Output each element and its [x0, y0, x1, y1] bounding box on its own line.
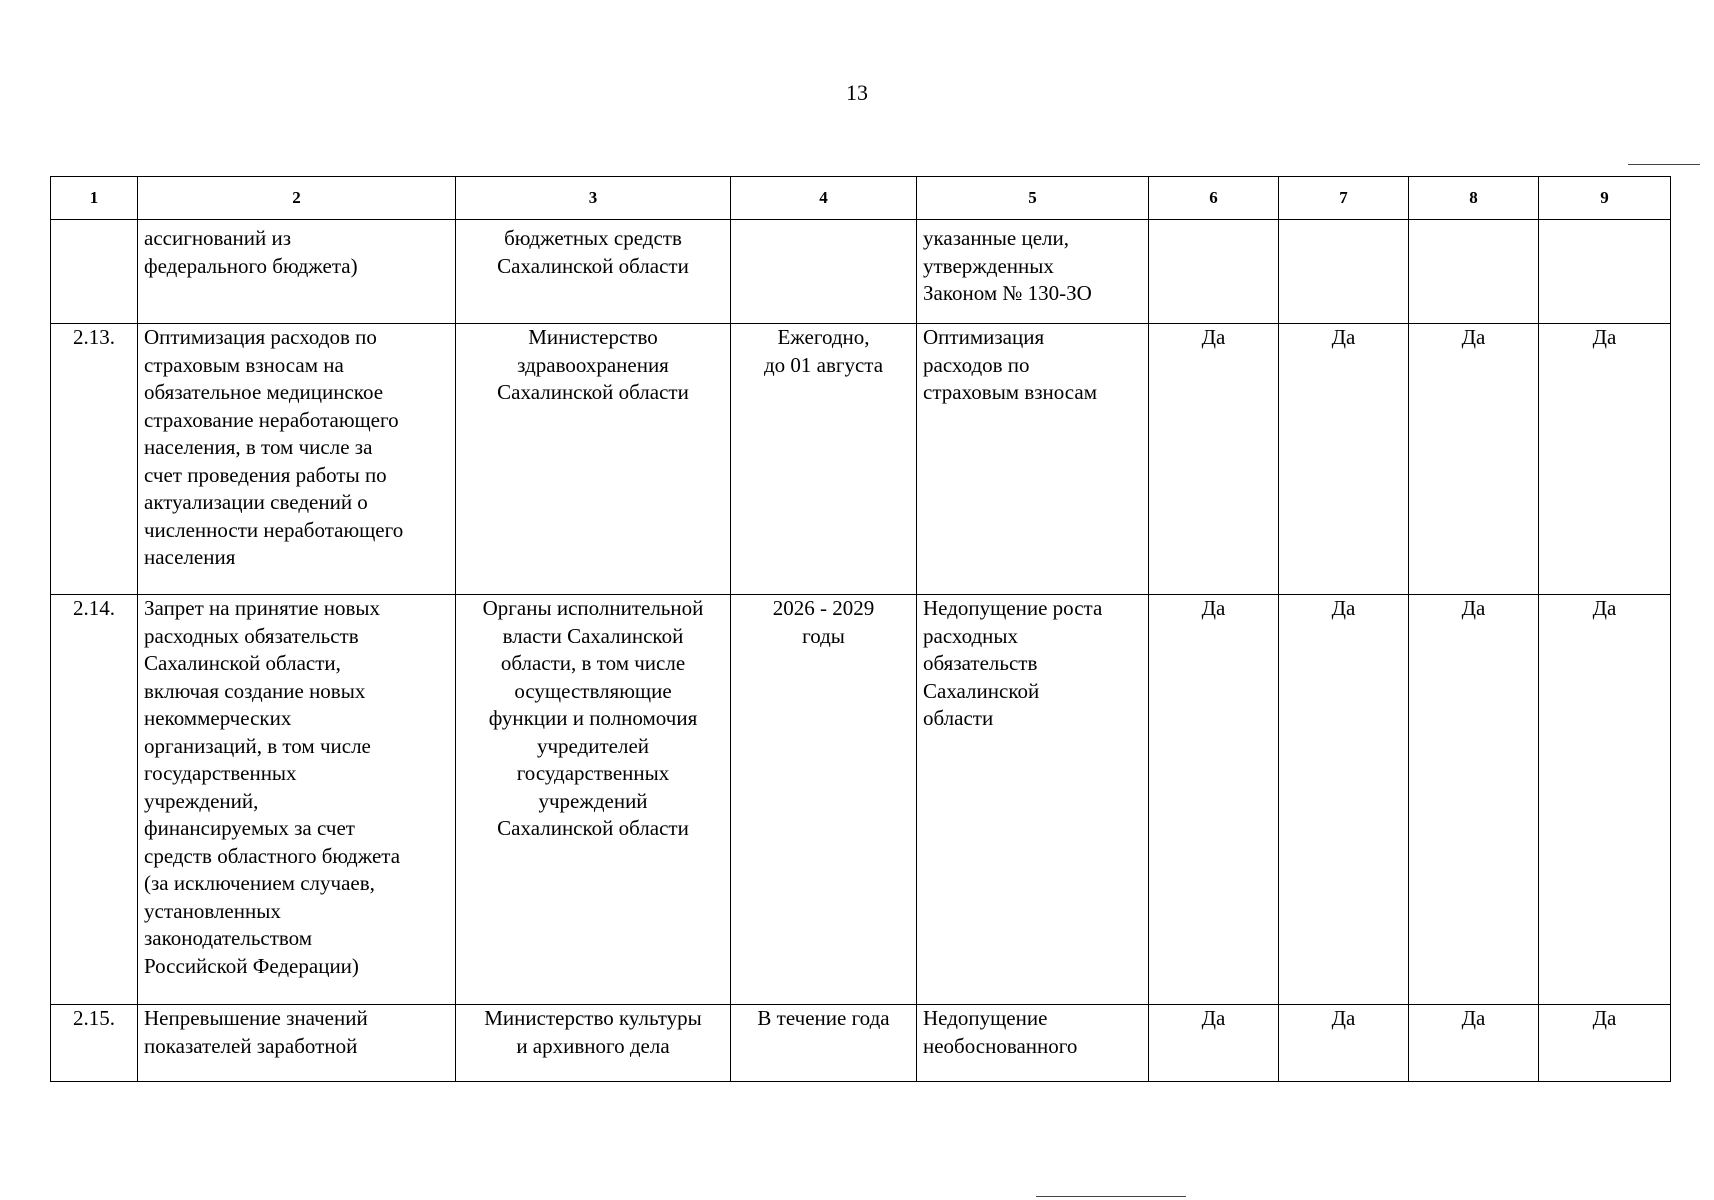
result-cell: Недопущение роста расходных обязательств Сахалинской области: [917, 595, 1149, 1005]
column-header: 3: [456, 177, 731, 220]
year-cell: Да: [1279, 1005, 1409, 1082]
responsible-cell: Органы исполнительной власти Сахалинской области, в том числе осуществляющие функции и полномочия учредителей государственных учреждений Сахалинской области: [456, 595, 731, 1005]
deadline-cell: 2026 - 2029 годы: [731, 595, 917, 1005]
year-cell: Да: [1539, 1005, 1671, 1082]
row-number: [51, 220, 138, 324]
measure-cell: ассигнований из федерального бюджета): [138, 220, 456, 324]
row-number: 2.14.: [51, 595, 138, 1005]
year-cell: Да: [1409, 595, 1539, 1005]
measure-cell: Непревышение значений показателей заработной: [138, 1005, 456, 1082]
responsible-cell: Министерство здравоохранения Сахалинской области: [456, 324, 731, 595]
year-cell: [1149, 220, 1279, 324]
year-cell: Да: [1409, 324, 1539, 595]
measure-cell: Оптимизация расходов по страховым взносам на обязательное медицинское страхование неработающего населения, в том числе за счет проведения работы по актуализации сведений о численности неработающего населения: [138, 324, 456, 595]
year-cell: Да: [1149, 595, 1279, 1005]
year-cell: Да: [1149, 324, 1279, 595]
table-row: [51, 220, 1671, 324]
row-number: 2.13.: [51, 324, 138, 595]
column-header: 1: [51, 177, 138, 220]
column-header: 5: [917, 177, 1149, 220]
year-cell: [1539, 220, 1671, 324]
year-cell: Да: [1409, 1005, 1539, 1082]
result-cell: указанные цели, утвержденных Законом № 130-ЗО: [917, 220, 1149, 324]
year-cell: [1409, 220, 1539, 324]
result-cell: Оптимизация расходов по страховым взносам: [917, 324, 1149, 595]
table-row: [51, 595, 1671, 1005]
table-row: [51, 324, 1671, 595]
deadline-cell: [731, 220, 917, 324]
year-cell: Да: [1539, 324, 1671, 595]
page-number: 13: [846, 80, 868, 105]
column-header: 9: [1539, 177, 1671, 220]
deadline-cell: В течение года: [731, 1005, 917, 1082]
row-number: 2.15.: [51, 1005, 138, 1082]
year-cell: Да: [1539, 595, 1671, 1005]
table-row: [51, 1005, 1671, 1082]
column-header: 7: [1279, 177, 1409, 220]
year-cell: Да: [1279, 595, 1409, 1005]
scan-artifact-line: [1036, 1196, 1186, 1197]
deadline-cell: Ежегодно, до 01 августа: [731, 324, 917, 595]
responsible-cell: бюджетных средств Сахалинской области: [456, 220, 731, 324]
column-header: 2: [138, 177, 456, 220]
measures-table: [50, 176, 1671, 1082]
year-cell: [1279, 220, 1409, 324]
measure-cell: Запрет на принятие новых расходных обязательств Сахалинской области, включая создание новых некоммерческих организаций, в том числе государственных учреждений, финансируемых за счет средств областного бюджета (за исключением случаев, установленных законодательством Российской Федерации): [138, 595, 456, 1005]
result-cell: Недопущение необоснованного: [917, 1005, 1149, 1082]
column-header: 8: [1409, 177, 1539, 220]
column-header: 4: [731, 177, 917, 220]
table-header-row: [51, 177, 1671, 220]
year-cell: Да: [1279, 324, 1409, 595]
responsible-cell: Министерство культуры и архивного дела: [456, 1005, 731, 1082]
year-cell: Да: [1149, 1005, 1279, 1082]
scan-artifact-line: [1628, 164, 1700, 165]
column-header: 6: [1149, 177, 1279, 220]
